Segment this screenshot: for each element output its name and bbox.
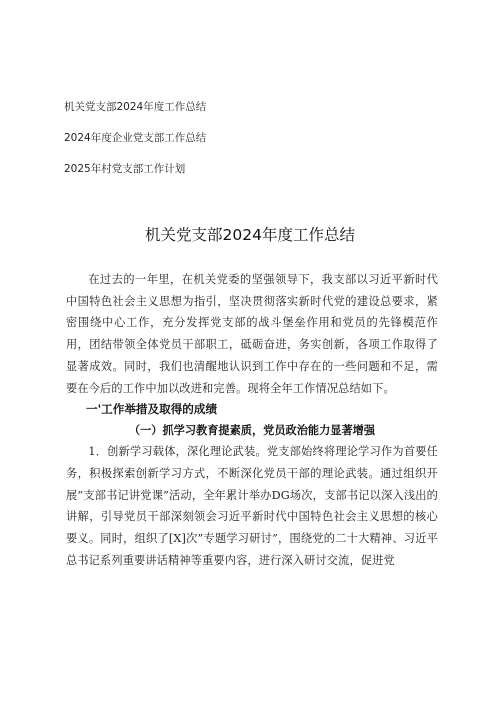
toc-item-1[interactable]: 机关党支部2024年度工作总结 — [64, 101, 207, 113]
toc-item-3[interactable]: 2025年村党支部工作计划 — [64, 163, 186, 175]
intro-paragraph: 在过去的一年里，在机关党委的坚强领导下，我支部以习近平新时代中国特色社会主义思想为指引，坚决贯彻落实新时代党的建设总要求，紧密围绕中心工作，充分发挥党支部的战斗堡垒作用和党员的先锋模范作用，团结带领全体党员干部职工，砥砺奋进，务实创新，各项工作取得了显著成效。同时，我们也清醒地认识到工作中存在的一些问题和不足，需要在今后的工作中加以改进和完善。现将全年工作情况总结如下。 — [66, 273, 438, 395]
sub-heading-1: （一）抓学习教育提素质，党员政治能力显著增强 — [128, 423, 376, 438]
document-body — [66, 269, 438, 571]
toc-item-2[interactable]: 2024年度企业党支部工作总结 — [64, 132, 207, 144]
document-title: 机关党支部2024年度工作总结 — [145, 226, 355, 244]
section-heading-1: 一'工作举措及取得的成绩 — [86, 402, 218, 417]
table-of-contents — [64, 100, 444, 193]
item-paragraph-1: 1．创新学习载体，深化理论武装。党支部始终将理论学习作为首要任务，积极探索创新学习方式，不断深化党员干部的理论武装。通过组织开展“支部书记讲党课”活动，全年累计举办DG场次，支部书记以深入浅出的讲解，引导党员干部深刻领会习近平新时代中国特色社会主义思想的核心要义。同时，组织了[X]次”专题学习研讨”，围绕党的二十大精神、习近平总书记系列重要讲话精神等重要内容，进行深入研讨交流，促进党 — [66, 445, 438, 567]
